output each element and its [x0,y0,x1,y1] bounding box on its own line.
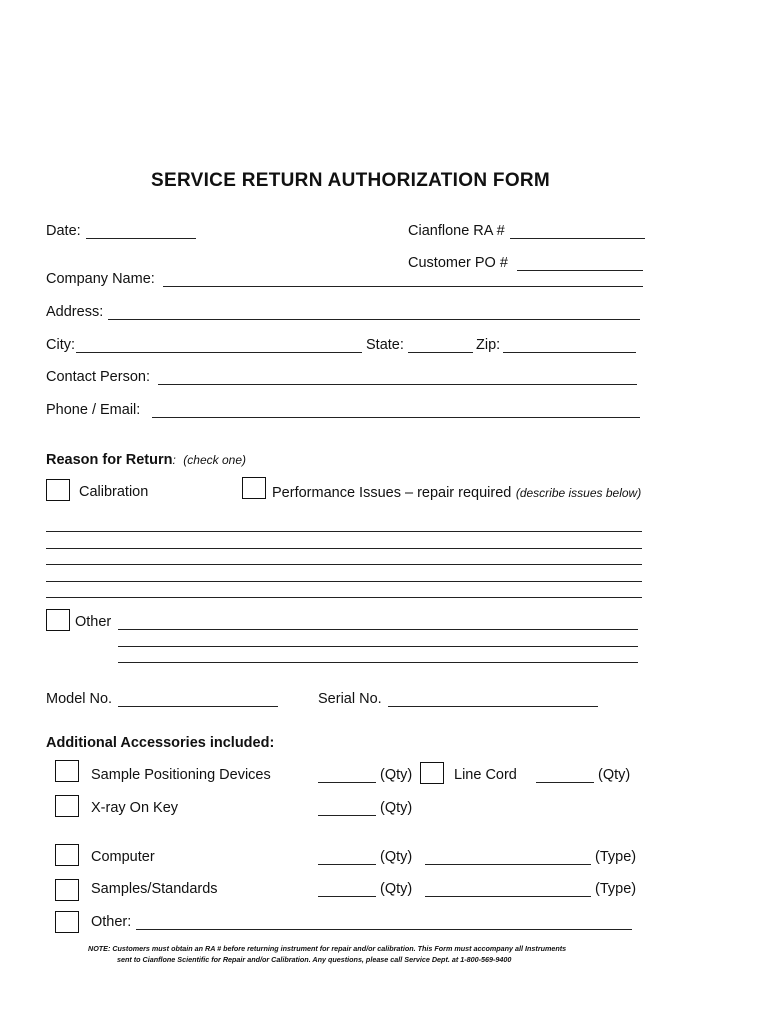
other-reason-label: Other [75,614,112,630]
note-line-2: sent to Cianflone Scientific for Repair and/or Calibration. Any questions, please call Service Dept. at 1-800-569-9400 [117,955,512,964]
samples-qty-field[interactable] [318,896,376,897]
accessories-heading: Additional Accessories included: [46,735,275,751]
computer-label: Computer [91,849,155,865]
computer-type-field[interactable] [425,864,591,865]
line-cord-checkbox[interactable] [420,762,444,784]
other-accessory-label: Other: [91,914,132,930]
type-label: (Type) [595,849,637,865]
zip-field[interactable] [503,352,636,353]
description-line[interactable] [46,548,642,549]
other-reason-line[interactable] [118,629,638,630]
type-label: (Type) [595,881,637,897]
company-label: Company Name: [46,271,155,287]
qty-label: (Qty) [380,767,413,783]
xray-key-qty-field[interactable] [318,815,376,816]
computer-qty-field[interactable] [318,864,376,865]
other-reason-checkbox[interactable] [46,609,70,631]
sample-positioning-checkbox[interactable] [55,760,79,782]
line-cord-qty-field[interactable] [536,782,594,783]
note-line-1: NOTE: Customers must obtain an RA # before returning instrument for repair and/or calibration. This Form must accompany all Instruments [88,944,567,953]
calibration-label: Calibration [79,484,149,500]
xray-key-checkbox[interactable] [55,795,79,817]
reason-check-one: (check one) [183,453,246,467]
calibration-checkbox[interactable] [46,479,70,501]
company-name-field[interactable] [163,286,643,287]
qty-label: (Qty) [380,849,413,865]
po-number-field[interactable] [517,270,643,271]
serial-number-field[interactable] [388,706,598,707]
other-accessory-field[interactable] [136,929,632,930]
date-field[interactable] [86,238,196,239]
serial-label: Serial No. [318,691,382,707]
computer-checkbox[interactable] [55,844,79,866]
phone-label: Phone / Email: [46,402,141,418]
other-reason-line[interactable] [118,646,638,647]
page-title: SERVICE RETURN AUTHORIZATION FORM [151,170,551,191]
zip-label: Zip: [476,337,501,353]
contact-person-field[interactable] [158,384,637,385]
contact-label: Contact Person: [46,369,150,385]
line-cord-label: Line Cord [454,767,517,783]
performance-label: Performance Issues – repair required [272,485,512,501]
qty-label: (Qty) [380,881,413,897]
other-reason-line[interactable] [118,662,638,663]
samples-label: Samples/Standards [91,881,218,897]
description-line[interactable] [46,531,642,532]
ra-label: Cianflone RA # [408,223,505,239]
phone-email-field[interactable] [152,417,640,418]
description-line[interactable] [46,581,642,582]
description-line[interactable] [46,564,642,565]
reason-heading-row [46,451,246,469]
city-field[interactable] [76,352,362,353]
performance-row [272,484,641,502]
address-field[interactable] [108,319,640,320]
city-label: City: [46,337,75,353]
xray-key-label: X-ray On Key [91,800,179,816]
samples-checkbox[interactable] [55,879,79,901]
sample-positioning-qty-field[interactable] [318,782,376,783]
state-field[interactable] [408,352,473,353]
model-label: Model No. [46,691,113,707]
reason-colon: : [172,453,176,467]
describe-hint: (describe issues below) [515,486,642,500]
samples-type-field[interactable] [425,896,591,897]
performance-checkbox[interactable] [242,477,266,499]
po-label: Customer PO # [408,255,508,271]
date-label: Date: [46,223,81,239]
ra-number-field[interactable] [510,238,645,239]
description-line[interactable] [46,597,642,598]
reason-heading: Reason for Return [46,452,173,468]
address-label: Address: [46,304,104,320]
qty-label: (Qty) [598,767,631,783]
model-number-field[interactable] [118,706,278,707]
other-accessory-checkbox[interactable] [55,911,79,933]
sample-positioning-label: Sample Positioning Devices [91,767,271,783]
qty-label: (Qty) [380,800,413,816]
state-label: State: [366,337,404,353]
